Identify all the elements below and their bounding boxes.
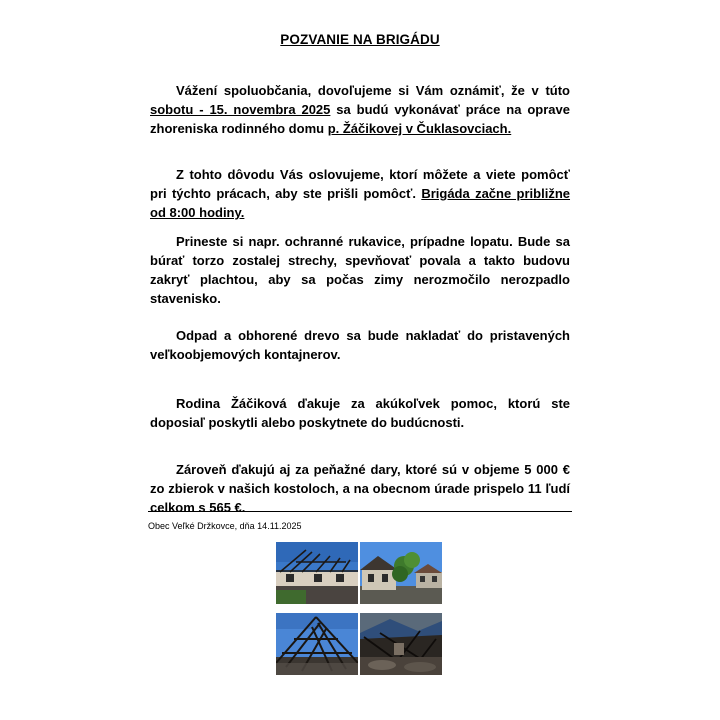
paragraph-donations: Zároveň ďakujú aj za peňažné dary, ktoré sú v objeme 5 000 € zo zbierok v našich kostoloch, a na obecnom úrade prispelo 11 ľudí celkom s 565 €. xyxy=(150,462,570,515)
paragraph-waste: Odpad a obhorené drevo sa bude nakladať do pristavených veľkoobjemových kontajnerov. xyxy=(150,328,570,362)
photo-burned-interior xyxy=(360,613,442,675)
paragraph-text: Vážení spoluobčania, dovoľujeme si Vám oznámiť, že v túto xyxy=(176,83,570,98)
paragraph-appeal xyxy=(150,165,570,222)
page-title: POZVANIE NA BRIGÁDU xyxy=(280,32,440,47)
divider xyxy=(148,511,572,512)
event-date: sobotu - 15. novembra 2025 xyxy=(150,102,331,117)
start-time: Brigáda začne približne od 8:00 hodiny. xyxy=(150,186,571,220)
owner-name: p. Žáčikovej v Čuklasovciach. xyxy=(327,121,512,136)
paragraph-date xyxy=(150,81,570,138)
paragraph-tools: Prineste si napr. ochranné rukavice, prípadne lopatu. Bude sa búrať torzo zostalej strechy, spevňovať povala a takto budovu zakryť plachtou, aby sa počas zimy nerozmočilo nerozpadlo stavenisko. xyxy=(150,234,570,306)
photo-burned-roof xyxy=(276,542,358,604)
photo-charred-rafters xyxy=(276,613,358,675)
photo-house-trees xyxy=(360,542,442,604)
footer-place-date: Obec Veľké Držkovce, dňa 14.11.2025 xyxy=(148,521,302,531)
paragraph-text: sa budú vykonávať práce na oprave zhoreniska rodinného domu xyxy=(150,102,570,136)
paragraph-thanks: Rodina Žáčiková ďakuje za akúkoľvek pomoc, ktorú ste doposiaľ poskytli alebo poskytnete do budúcnosti. xyxy=(150,396,570,430)
paragraph-text: Z tohto dôvodu Vás oslovujeme, ktorí môžete a viete pomôcť pri týchto prácach, aby ste prišli pomôcť. xyxy=(150,167,570,201)
